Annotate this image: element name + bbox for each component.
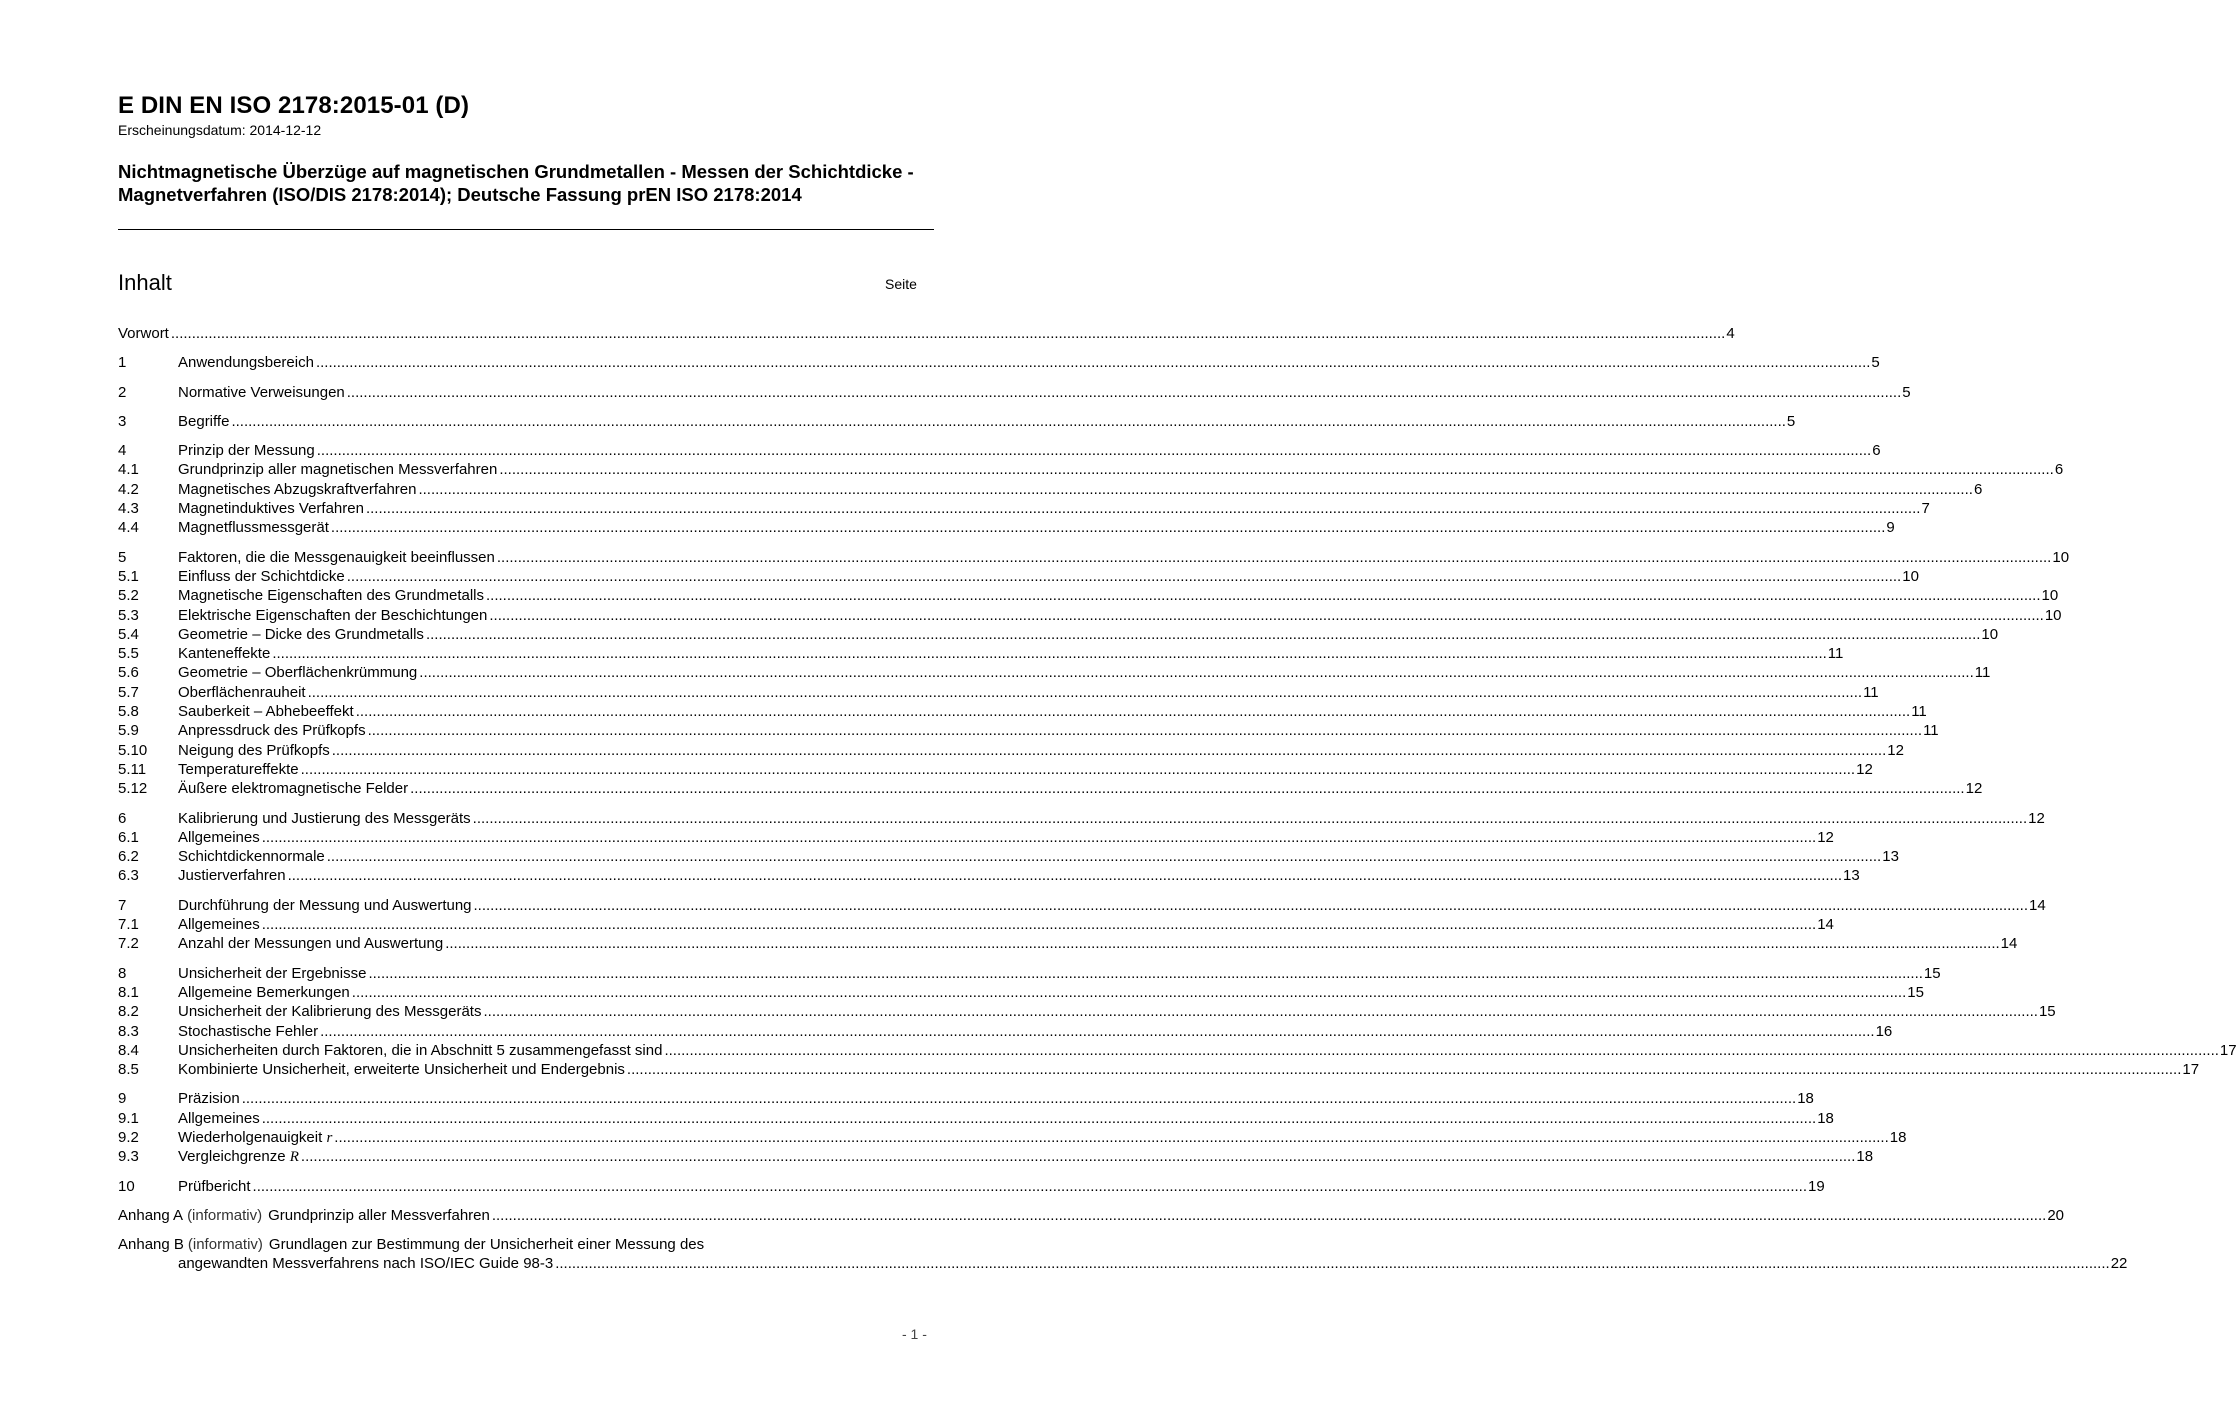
annex-label: Grundprinzip aller Messverfahren bbox=[268, 1206, 490, 1224]
toc-entry[interactable] bbox=[118, 683, 1879, 702]
toc-entry-number: 6.2 bbox=[118, 848, 139, 866]
dot-leader bbox=[481, 1002, 2037, 1021]
dot-leader bbox=[366, 721, 1922, 740]
toc-entry[interactable] bbox=[118, 644, 1844, 663]
dot-leader bbox=[471, 809, 2027, 828]
toc-entry-page: 14 bbox=[2029, 896, 2046, 914]
annex-prefix: Anhang B bbox=[118, 1236, 184, 1254]
toc-entry-number: 8.1 bbox=[118, 983, 139, 1001]
toc-entry-page: 10 bbox=[1902, 567, 1919, 585]
toc-entry-label: Vorwort bbox=[118, 325, 169, 342]
toc-entry[interactable] bbox=[118, 1002, 2056, 1021]
dot-leader bbox=[315, 441, 1871, 460]
toc-entry-number: 7 bbox=[118, 896, 127, 914]
toc-entry-number: 5.6 bbox=[118, 664, 139, 682]
dot-leader bbox=[270, 644, 1826, 663]
toc-entry-number: 7.1 bbox=[118, 916, 139, 934]
toc-entry-number: 5.12 bbox=[118, 780, 148, 798]
toc-entry-label: Kalibrierung und Justierung des Messgeräts bbox=[178, 809, 471, 827]
dot-leader bbox=[229, 412, 1785, 431]
toc-group bbox=[118, 353, 1880, 372]
dot-leader bbox=[625, 1060, 2181, 1079]
toc-entry-page: 10 bbox=[1981, 625, 1999, 643]
toc-entry-page: 11 bbox=[1827, 645, 1844, 663]
toc-entry-page: 6 bbox=[2054, 461, 2064, 479]
toc-entry-label: Stochastische Fehler bbox=[178, 1022, 319, 1040]
toc-entry-number: 5 bbox=[118, 548, 127, 566]
dot-leader bbox=[350, 983, 1906, 1002]
toc-entry-page: 19 bbox=[1808, 1177, 1825, 1195]
toc-annex-group bbox=[118, 1206, 2065, 1225]
toc-entry-label: Sauberkeit – Abhebeeffekt bbox=[178, 703, 354, 721]
toc-entry[interactable] bbox=[118, 847, 1899, 866]
dot-leader bbox=[318, 1022, 1874, 1041]
toc-entry-number: 5.5 bbox=[118, 645, 139, 663]
toc-entry-page: 13 bbox=[1882, 848, 1899, 866]
toc-entry[interactable] bbox=[118, 606, 2062, 625]
toc-entry-page: 9 bbox=[1886, 519, 1895, 537]
toc-annex-entry[interactable] bbox=[118, 1206, 2065, 1225]
toc-entry[interactable] bbox=[118, 779, 1983, 798]
toc-entry-number: 6.3 bbox=[118, 867, 139, 885]
annex-prefix: Anhang A bbox=[118, 1206, 184, 1224]
toc-entry[interactable] bbox=[118, 548, 2070, 567]
toc-entry-page: 6 bbox=[1872, 442, 1881, 460]
toc-entry-label: Prinzip der Messung bbox=[178, 442, 315, 460]
dot-leader bbox=[484, 586, 2040, 605]
dot-leader bbox=[299, 1147, 1855, 1166]
toc-entry-number: 8 bbox=[118, 964, 127, 982]
toc-entry-label: Präzision bbox=[178, 1090, 240, 1108]
toc-entry-label: Allgemeines bbox=[178, 1109, 260, 1127]
annex-type: (informativ) bbox=[187, 1236, 263, 1254]
toc-entry[interactable] bbox=[118, 499, 1930, 518]
toc-group bbox=[118, 964, 2237, 1080]
page-column-label: Seite bbox=[885, 276, 917, 292]
toc-entry-page: 12 bbox=[2028, 809, 2045, 827]
toc-entry-label: Magnetisches Abzugskraftverfahren bbox=[178, 480, 417, 498]
toc-entry-page: 14 bbox=[2000, 935, 2018, 953]
toc-entry-number: 4.1 bbox=[118, 461, 139, 479]
toc-entry-label: Anwendungsbereich bbox=[178, 354, 314, 372]
toc-entry-page: 11 bbox=[1974, 664, 1991, 682]
toc-entry-label: Einfluss der Schichtdicke bbox=[178, 567, 345, 585]
toc-entry-variable: r bbox=[326, 1129, 333, 1146]
dot-leader bbox=[497, 460, 2053, 479]
toc-heading: Inhalt bbox=[118, 270, 172, 295]
toc-entry-label: Prüfbericht bbox=[178, 1177, 251, 1195]
dot-leader bbox=[286, 866, 1842, 885]
toc-group bbox=[118, 324, 1735, 343]
toc-entry-label: Magnetinduktives Verfahren bbox=[178, 500, 364, 518]
dot-leader bbox=[345, 383, 1901, 402]
dot-leader bbox=[366, 964, 1922, 983]
toc-entry-number: 4 bbox=[118, 442, 127, 460]
toc-entry[interactable] bbox=[118, 866, 1860, 885]
toc-entry[interactable] bbox=[118, 383, 1911, 402]
toc-entry[interactable] bbox=[118, 915, 1834, 934]
dot-leader bbox=[424, 625, 1980, 644]
toc-entry-number: 9.1 bbox=[118, 1109, 139, 1127]
toc-entry-page: 10 bbox=[2044, 606, 2062, 624]
dot-leader bbox=[260, 915, 1816, 934]
toc-entry-number: 7.2 bbox=[118, 935, 139, 953]
toc-entry-number: 5.9 bbox=[118, 722, 139, 740]
toc-group bbox=[118, 412, 1796, 431]
dot-leader bbox=[416, 480, 1972, 499]
dot-leader bbox=[240, 1089, 1796, 1108]
toc-entry-number: 1 bbox=[118, 354, 127, 372]
toc-entry[interactable] bbox=[118, 480, 1983, 499]
toc-entry[interactable] bbox=[118, 1147, 1874, 1166]
toc-entry-label: Elektrische Eigenschaften der Beschichtungen bbox=[178, 606, 488, 624]
toc-entry-number: 5.4 bbox=[118, 625, 139, 643]
toc-entry[interactable] bbox=[118, 353, 1880, 372]
toc-entry-page: 15 bbox=[1907, 983, 1924, 1001]
dot-leader bbox=[329, 518, 1885, 537]
toc-entry[interactable] bbox=[118, 702, 1927, 721]
toc-entry-page: 12 bbox=[1817, 828, 1834, 846]
toc-entry-number: 8.3 bbox=[118, 1022, 139, 1040]
toc-entry[interactable] bbox=[118, 441, 1881, 460]
toc-entry-label: Kombinierte Unsicherheit, erweiterte Unsicherheit und Endergebnis bbox=[178, 1061, 625, 1079]
dot-leader bbox=[443, 934, 1999, 953]
toc-entry-label: Oberflächenrauheit bbox=[178, 683, 306, 701]
dot-leader bbox=[330, 741, 1886, 760]
toc-entry-label: Schichtdickennormale bbox=[178, 848, 325, 866]
toc-entry-label: Anzahl der Messungen und Auswertung bbox=[178, 935, 444, 953]
annex-label-continued: angewandten Messverfahrens nach ISO/IEC Guide 98-3 bbox=[178, 1255, 554, 1273]
toc-group bbox=[118, 383, 1911, 402]
toc-entry-label: Temperatureffekte bbox=[178, 760, 299, 778]
dot-leader bbox=[306, 683, 1862, 702]
toc-entry-page: 5 bbox=[1871, 354, 1880, 372]
toc-entry[interactable] bbox=[118, 460, 2064, 479]
toc-entry-label: Magnetische Eigenschaften des Grundmetalls bbox=[178, 587, 485, 605]
toc-entry[interactable] bbox=[118, 1022, 1893, 1041]
toc-entry[interactable] bbox=[118, 741, 1904, 760]
toc-entry-number: 5.1 bbox=[118, 567, 139, 585]
toc-entry-label: Wiederholgenauigkeit r bbox=[178, 1128, 333, 1146]
annex-page: 22 bbox=[2110, 1255, 2128, 1273]
toc-group bbox=[118, 1177, 1825, 1196]
toc-entry-page: 15 bbox=[1923, 964, 1941, 982]
dot-leader bbox=[251, 1177, 1807, 1196]
toc-entry[interactable] bbox=[118, 721, 1939, 740]
toc-entry-number: 5.2 bbox=[118, 587, 139, 605]
toc-entry-number: 3 bbox=[118, 412, 127, 430]
toc-entry-label: Vergleichgrenze R bbox=[178, 1148, 299, 1166]
toc-entry-number: 9.2 bbox=[118, 1128, 139, 1146]
toc-entry-page: 18 bbox=[1797, 1090, 1814, 1108]
toc-entry[interactable] bbox=[118, 809, 2045, 828]
toc-group bbox=[118, 896, 2046, 954]
dot-leader bbox=[260, 1109, 1816, 1128]
toc-entry-label: Unsicherheit der Ergebnisse bbox=[178, 964, 367, 982]
table-of-contents bbox=[118, 324, 2237, 1284]
toc-entry[interactable] bbox=[118, 983, 1924, 1002]
dot-leader bbox=[495, 548, 2051, 567]
toc-entry-number: 8.2 bbox=[118, 1003, 139, 1021]
toc-entry-page: 16 bbox=[1875, 1022, 1893, 1040]
toc-entry-label: Normative Verweisungen bbox=[178, 383, 345, 401]
toc-entry[interactable] bbox=[118, 896, 2046, 915]
toc-entry-page: 12 bbox=[1887, 741, 1904, 759]
toc-entry-page: 14 bbox=[1817, 916, 1834, 934]
document-id: E DIN EN ISO 2178:2015-01 (D) bbox=[118, 92, 470, 119]
toc-entry-number: 5.7 bbox=[118, 683, 139, 701]
toc-entry[interactable] bbox=[118, 1109, 1834, 1128]
toc-entry[interactable] bbox=[118, 586, 2059, 605]
toc-entry-label: Kanteneffekte bbox=[178, 645, 271, 663]
dot-leader bbox=[487, 606, 2043, 625]
toc-entry-number: 5.11 bbox=[118, 760, 147, 778]
dot-leader bbox=[299, 760, 1855, 779]
toc-entry-label: Geometrie – Oberflächenkrümmung bbox=[178, 664, 418, 682]
toc-entry[interactable] bbox=[118, 1060, 2200, 1079]
toc-entry[interactable] bbox=[118, 1177, 1825, 1196]
toc-entry-label: Durchführung der Messung und Auswertung bbox=[178, 896, 472, 914]
toc-entry-page: 5 bbox=[1786, 412, 1796, 430]
toc-entry-number: 8.5 bbox=[118, 1061, 139, 1079]
toc-entry[interactable] bbox=[118, 625, 1999, 644]
toc-entry[interactable] bbox=[118, 934, 2018, 953]
toc-entry-number: 5.10 bbox=[118, 741, 148, 759]
toc-entry[interactable] bbox=[118, 324, 1735, 343]
annex-label: Grundlagen zur Bestimmung der Unsicherheit einer Messung des bbox=[268, 1236, 705, 1254]
dot-leader bbox=[662, 1041, 2218, 1060]
toc-group bbox=[118, 441, 2064, 537]
toc-entry-number: 9.3 bbox=[118, 1148, 139, 1166]
toc-annex-entry[interactable] bbox=[118, 1235, 2128, 1274]
toc-entry-variable: R bbox=[289, 1149, 299, 1166]
toc-entry-number: 6 bbox=[118, 809, 127, 827]
dot-leader bbox=[325, 847, 1881, 866]
toc-entry-number: 2 bbox=[118, 383, 127, 401]
toc-entry-label: Magnetflussmessgerät bbox=[178, 519, 329, 537]
dot-leader bbox=[417, 663, 1973, 682]
toc-entry-page: 13 bbox=[1843, 867, 1860, 885]
toc-entry-number: 5.8 bbox=[118, 703, 139, 721]
toc-entry-label: Begriffe bbox=[178, 412, 230, 430]
dot-leader bbox=[364, 499, 1920, 518]
toc-entry-number: 10 bbox=[118, 1177, 135, 1195]
toc-entry-number: 4.3 bbox=[118, 500, 139, 518]
toc-annex-group bbox=[118, 1235, 2128, 1274]
dot-leader bbox=[472, 896, 2028, 915]
toc-entry-number: 4.4 bbox=[118, 519, 139, 537]
annex-page: 20 bbox=[2047, 1206, 2065, 1224]
annex-second-line bbox=[118, 1254, 2128, 1273]
toc-entry-label: Geometrie – Dicke des Grundmetalls bbox=[178, 625, 424, 643]
toc-entry-page: 17 bbox=[2219, 1041, 2237, 1059]
toc-entry[interactable] bbox=[118, 567, 1919, 586]
toc-entry-label: Allgemeine Bemerkungen bbox=[178, 983, 350, 1001]
toc-entry-page: 4 bbox=[1726, 325, 1735, 342]
toc-entry-label: Faktoren, die die Messgenauigkeit beeinflussen bbox=[178, 548, 495, 566]
dot-leader bbox=[553, 1254, 2109, 1273]
toc-entry-label: Justierverfahren bbox=[178, 867, 286, 885]
toc-entry-label: Allgemeines bbox=[178, 828, 260, 846]
dot-leader bbox=[345, 567, 1901, 586]
toc-entry-page: 18 bbox=[1856, 1148, 1874, 1166]
title-divider bbox=[118, 229, 934, 230]
toc-entry-number: 4.2 bbox=[118, 480, 139, 498]
toc-entry-page: 10 bbox=[2041, 587, 2059, 605]
toc-entry-number: 5.3 bbox=[118, 606, 139, 624]
toc-entry[interactable] bbox=[118, 663, 1991, 682]
toc-entry-page: 17 bbox=[2182, 1061, 2200, 1079]
toc-entry[interactable] bbox=[118, 1089, 1814, 1108]
annex-first-line bbox=[118, 1235, 931, 1254]
toc-group bbox=[118, 548, 2070, 799]
toc-entry-page: 18 bbox=[1889, 1128, 1907, 1146]
toc-entry-page: 7 bbox=[1921, 500, 1930, 518]
toc-entry[interactable] bbox=[118, 518, 1895, 537]
toc-entry-page: 10 bbox=[2052, 548, 2070, 566]
dot-leader bbox=[332, 1128, 1888, 1147]
dot-leader bbox=[169, 324, 1725, 343]
toc-entry[interactable] bbox=[118, 760, 1873, 779]
toc-entry-label: Allgemeines bbox=[178, 916, 260, 934]
toc-entry-label: Neigung des Prüfkopfs bbox=[178, 741, 330, 759]
toc-entry-page: 6 bbox=[1973, 480, 1983, 498]
dot-leader bbox=[408, 779, 1964, 798]
toc-entry-page: 5 bbox=[1902, 383, 1911, 401]
toc-group bbox=[118, 809, 2045, 886]
dot-leader bbox=[490, 1206, 2046, 1225]
toc-entry[interactable] bbox=[118, 828, 1834, 847]
toc-entry-number: 9 bbox=[118, 1090, 127, 1108]
toc-entry-label: Grundprinzip aller magnetischen Messverfahren bbox=[178, 461, 498, 479]
page-number: - 1 - bbox=[902, 1326, 927, 1342]
toc-entry[interactable] bbox=[118, 964, 1941, 983]
toc-entry-page: 12 bbox=[1856, 760, 1873, 778]
toc-entry-label: Anpressdruck des Prüfkopfs bbox=[178, 722, 366, 740]
toc-entry[interactable] bbox=[118, 412, 1796, 431]
dot-leader bbox=[314, 353, 1870, 372]
toc-entry[interactable] bbox=[118, 1041, 2237, 1060]
toc-entry-number: 8.4 bbox=[118, 1041, 139, 1059]
annex-type: (informativ) bbox=[187, 1206, 263, 1224]
toc-entry-page: 11 bbox=[1923, 722, 1939, 740]
toc-entry-label: Unsicherheit der Kalibrierung des Messgeräts bbox=[178, 1003, 482, 1021]
publication-date: Erscheinungsdatum: 2014-12-12 bbox=[118, 122, 322, 138]
dot-leader bbox=[260, 828, 1816, 847]
document-title: Nichtmagnetische Überzüge auf magnetischen Grundmetallen - Messen der Schichtdicke - Magnetverfahren (ISO/DIS 2178:2014); Deutsche Fassung prEN ISO 2178:2014 bbox=[118, 161, 914, 205]
toc-entry-number: 6.1 bbox=[118, 828, 139, 846]
toc-entry-page: 12 bbox=[1965, 780, 1983, 798]
toc-entry-page: 15 bbox=[2038, 1003, 2056, 1021]
toc-entry-page: 11 bbox=[1911, 703, 1927, 721]
toc-entry[interactable] bbox=[118, 1128, 1907, 1147]
toc-entry-page: 18 bbox=[1817, 1109, 1834, 1127]
toc-entry-page: 11 bbox=[1863, 683, 1879, 701]
toc-entry-label: Unsicherheiten durch Faktoren, die in Abschnitt 5 zusammengefasst sind bbox=[178, 1041, 663, 1059]
toc-group bbox=[118, 1089, 1907, 1166]
toc-entry-label: Äußere elektromagnetische Felder bbox=[178, 780, 409, 798]
dot-leader bbox=[354, 702, 1910, 721]
